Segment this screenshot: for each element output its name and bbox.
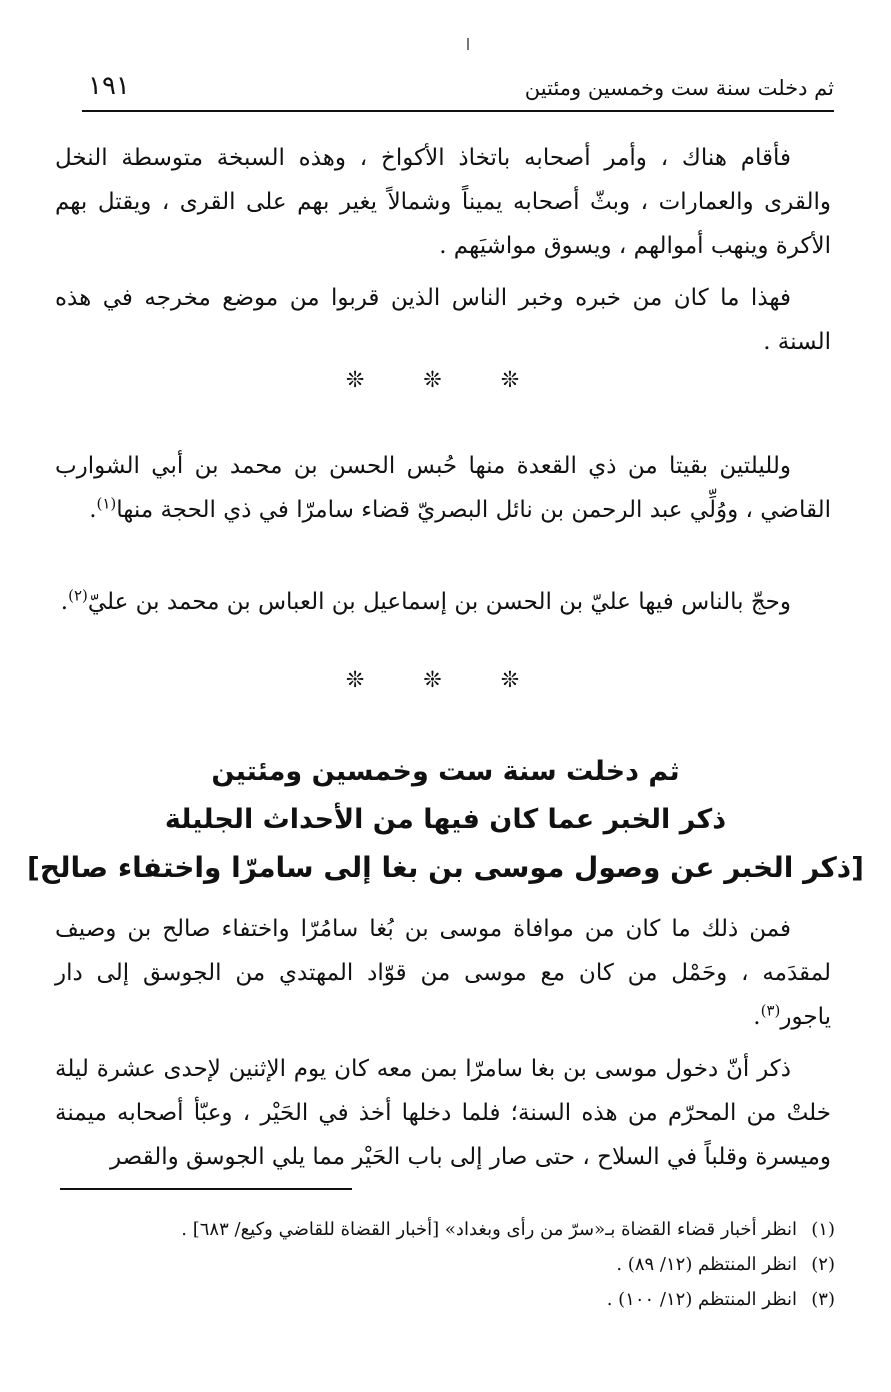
- paragraph-text: وحجّ بالناس فيها عليّ بن الحسن بن إسماعيل بن العباس بن محمد بن عليّ: [87, 589, 791, 615]
- paragraph-end: .: [753, 1004, 761, 1030]
- footnote-ref[interactable]: (٢): [68, 586, 88, 605]
- footnote-divider: [60, 1188, 352, 1190]
- section-separator: ❊ ❊ ❊: [345, 368, 546, 393]
- paragraph-end: .: [89, 497, 97, 523]
- footnotes: [55, 1212, 835, 1317]
- footnote: [55, 1282, 835, 1317]
- footnote-text: انظر أخبار قضاء القضاة بـ«سرّ من رأى وبغداد» [أخبار القضاة للقاضي وكيع/ ٦٨٣] .: [181, 1219, 797, 1240]
- paragraph-text: ذكر أنّ دخول موسى بن بغا سامرّا بمن معه كان يوم الإثنين لإحدى عشرة ليلة خلتْ من المحرّم من هذه السنة؛ فلما دخلها أخذ في الحَيْر ، وعبّأ أصحابه ميمنة وميسرة وقلباً في السلاح ، حتى صار إلى باب الحَيْر مما يلي الجوسق والقصر: [55, 1056, 831, 1170]
- section-heading: ذكر الخبر عما كان فيها من الأحداث الجليلة: [164, 804, 727, 835]
- footnote: [55, 1247, 835, 1282]
- paragraph: [55, 907, 831, 1039]
- section-separator: ❊ ❊ ❊: [345, 668, 546, 693]
- paragraph-text: فهذا ما كان من خبره وخبر الناس الذين قربوا من موضع مخرجه في هذه السنة .: [55, 285, 831, 355]
- paragraph-text: ولليلتين بقيتا من ذي القعدة منها حُبس الحسن بن محمد بن أبي الشوارب القاضي ، ووُلِّي عبد الرحمن بن نائل البصريّ قضاء سامرّا في ذي الحجة منها: [55, 453, 831, 523]
- paragraph: [55, 136, 831, 268]
- scan-mark: [467, 38, 469, 50]
- footnote-number: (٣): [811, 1289, 835, 1310]
- page-header: [82, 66, 834, 112]
- paragraph: [55, 276, 831, 364]
- paragraph: [55, 580, 831, 624]
- chapter-heading: ثم دخلت سنة ست وخمسين ومئتين: [211, 756, 680, 787]
- page-number: ١٩١: [88, 71, 130, 101]
- footnote: [55, 1212, 835, 1247]
- paragraph: [55, 444, 831, 532]
- paragraph: [55, 1047, 831, 1179]
- running-title: ثم دخلت سنة ست وخمسين ومئتين: [524, 76, 834, 100]
- footnote-text: انظر المنتظم (١٢/ ٨٩) .: [616, 1254, 797, 1275]
- paragraph-text: فأقام هناك ، وأمر أصحابه باتخاذ الأكواخ ، وهذه السبخة متوسطة النخل والقرى والعمارات ، وبثّ أصحابه يميناً وشمالاً يغير بهم على القرى ، ويقتل بهم الأكرة وينهب أموالهم ، ويسوق مواشيَهم .: [55, 145, 831, 259]
- footnote-number: (٢): [811, 1254, 835, 1275]
- footnote-ref[interactable]: (٣): [760, 1001, 781, 1020]
- paragraph-end: .: [60, 589, 69, 615]
- footnote-text: انظر المنتظم (١٢/ ١٠٠) .: [606, 1289, 797, 1310]
- footnote-ref[interactable]: (١): [96, 494, 117, 513]
- paragraph-text: فمن ذلك ما كان من موافاة موسى بن بُغا سامُرّا واختفاء صالح بن وصيف لمقدَمه ، وحَمْل من كان مع موسى من قوّاد المهتدي من الجوسق إلى دار ياجور: [55, 916, 831, 1030]
- subsection-heading: [ذكر الخبر عن وصول موسى بن بغا إلى سامرّا واختفاء صالح]: [27, 851, 864, 884]
- footnote-number: (١): [811, 1219, 835, 1240]
